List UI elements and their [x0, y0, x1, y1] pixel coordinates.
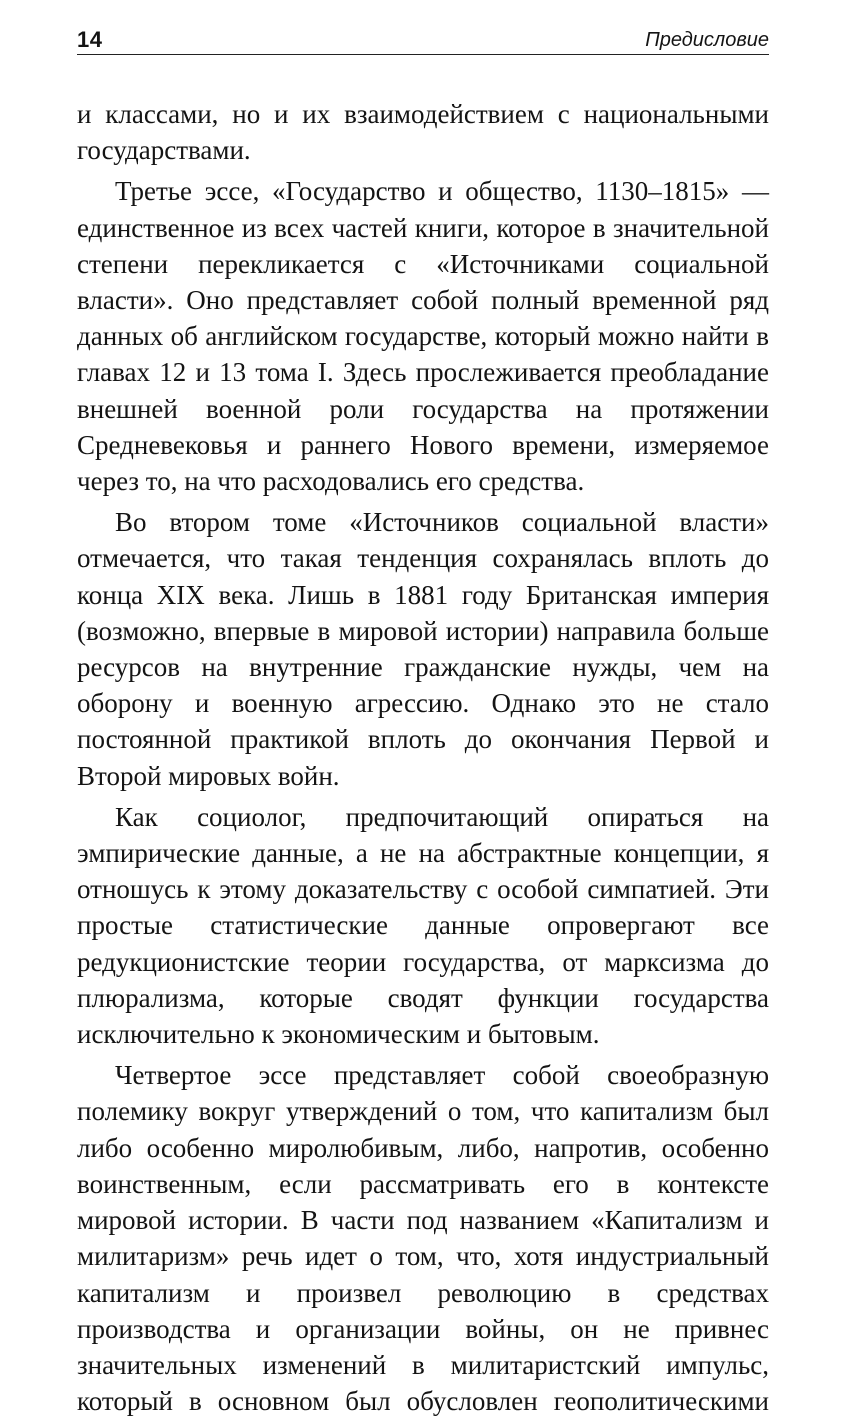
header-rule — [77, 54, 769, 55]
paragraph: Четвертое эссе представляет собой своеобразную полемику вокруг утверждений о том, что капитализм был либо особенно миролюбивым, либо, напротив, особенно воинственным, если рассматривать его в контексте мировой истории. В части под названием «Капитализм и милитаризм» речь идет о том, что, хотя индустриальный капитализм и произвел революцию в средствах производства и организации войны, он не привнес значительных изменений в милитаристский импульс, который в основном был обусловлен геополитическими — [77, 1060, 769, 1417]
paragraph: Третье эссе, «Государство и общество, 1130–1815» — единственное из всех частей книги, которое в значительной степени перекликается с «Источниками социальной власти». Оно представляет собой полный временной ряд данных об английском государстве, который можно найти в главах 12 и 13 тома I. Здесь прослеживается преобладание внешней военной роли государства на протяжении Средневековья и раннего Нового времени, измеряемое через то, на что расходовались его средства. — [77, 176, 769, 497]
running-title: Предисловие — [645, 29, 769, 51]
paragraph: Во втором томе «Источников социальной власти» отмечается, что такая тенденция сохранялась вплоть до конца XIX века. Лишь в 1881 году Британская империя (возможно, впервые в мировой истории) направила больше ресурсов на внутренние гражданские нужды, чем на оборону и военную агрессию. Однако это не стало постоянной практикой вплоть до окончания Первой и Второй мировых войн. — [77, 507, 769, 791]
page-header — [77, 20, 769, 54]
body-text — [77, 96, 769, 1419]
paragraph-continued: и классами, но и их взаимодействием с национальными государствами. — [77, 99, 769, 166]
paragraph: Как социолог, предпочитающий опираться на эмпирические данные, а не на абстрактные концепции, я отношусь к этому доказательству с особой симпатией. Эти простые статистические данные опровергают все редукционистские теории государства, от марксизма до плюрализма, которые сводят функции государства исключительно к экономическим и бытовым. — [77, 801, 769, 1050]
page-number: 14 — [77, 27, 103, 52]
